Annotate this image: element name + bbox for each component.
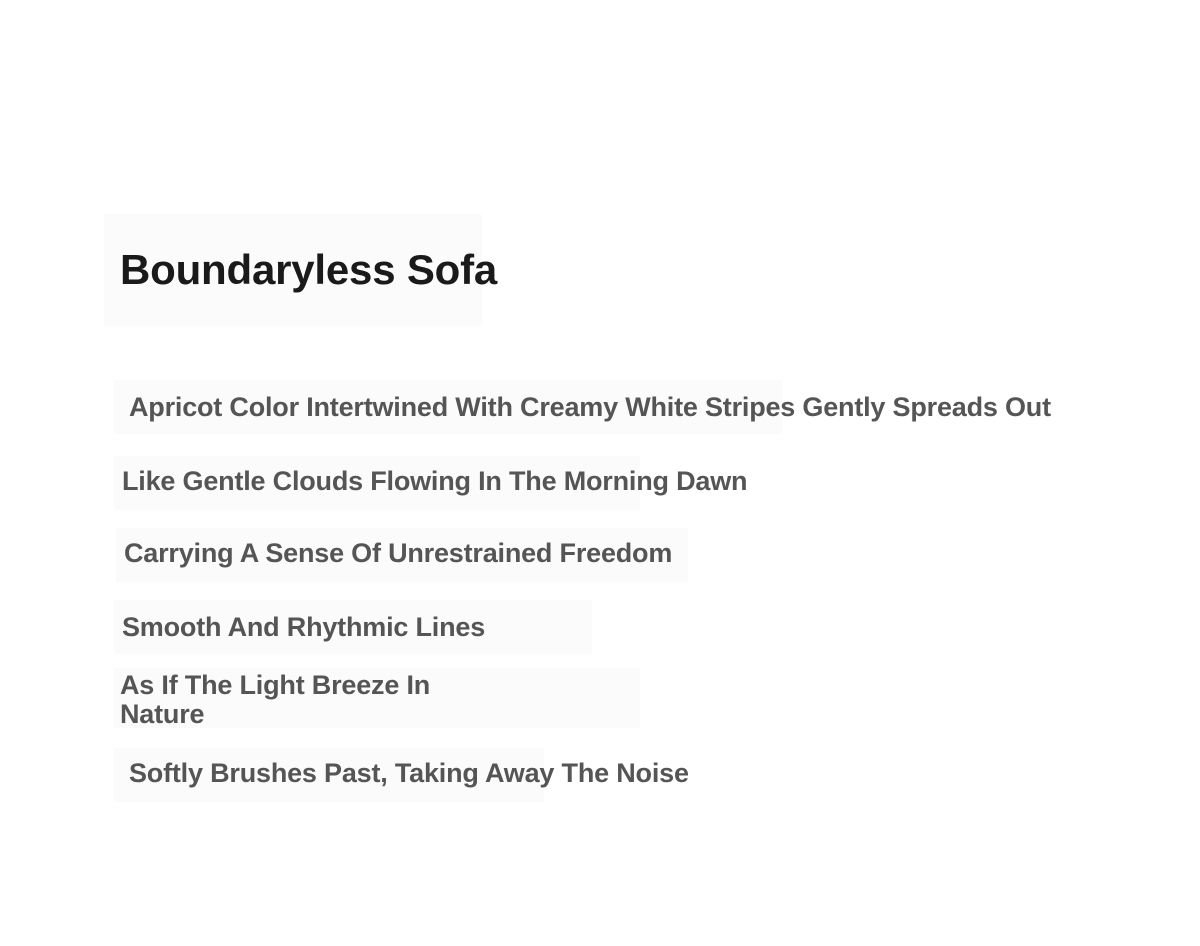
description-line: Like Gentle Clouds Flowing In The Morning Dawn bbox=[122, 466, 748, 496]
description-line: As If The Light Breeze In Nature bbox=[120, 670, 431, 729]
description-line: Carrying A Sense Of Unrestrained Freedom bbox=[124, 538, 673, 568]
description-line: Softly Brushes Past, Taking Away The Noise bbox=[129, 758, 689, 788]
description-line: Apricot Color Intertwined With Creamy White Stripes Gently Spreads Out bbox=[129, 392, 1051, 422]
page-title: Boundaryless Sofa bbox=[120, 246, 498, 293]
description-line: Smooth And Rhythmic Lines bbox=[122, 612, 486, 642]
